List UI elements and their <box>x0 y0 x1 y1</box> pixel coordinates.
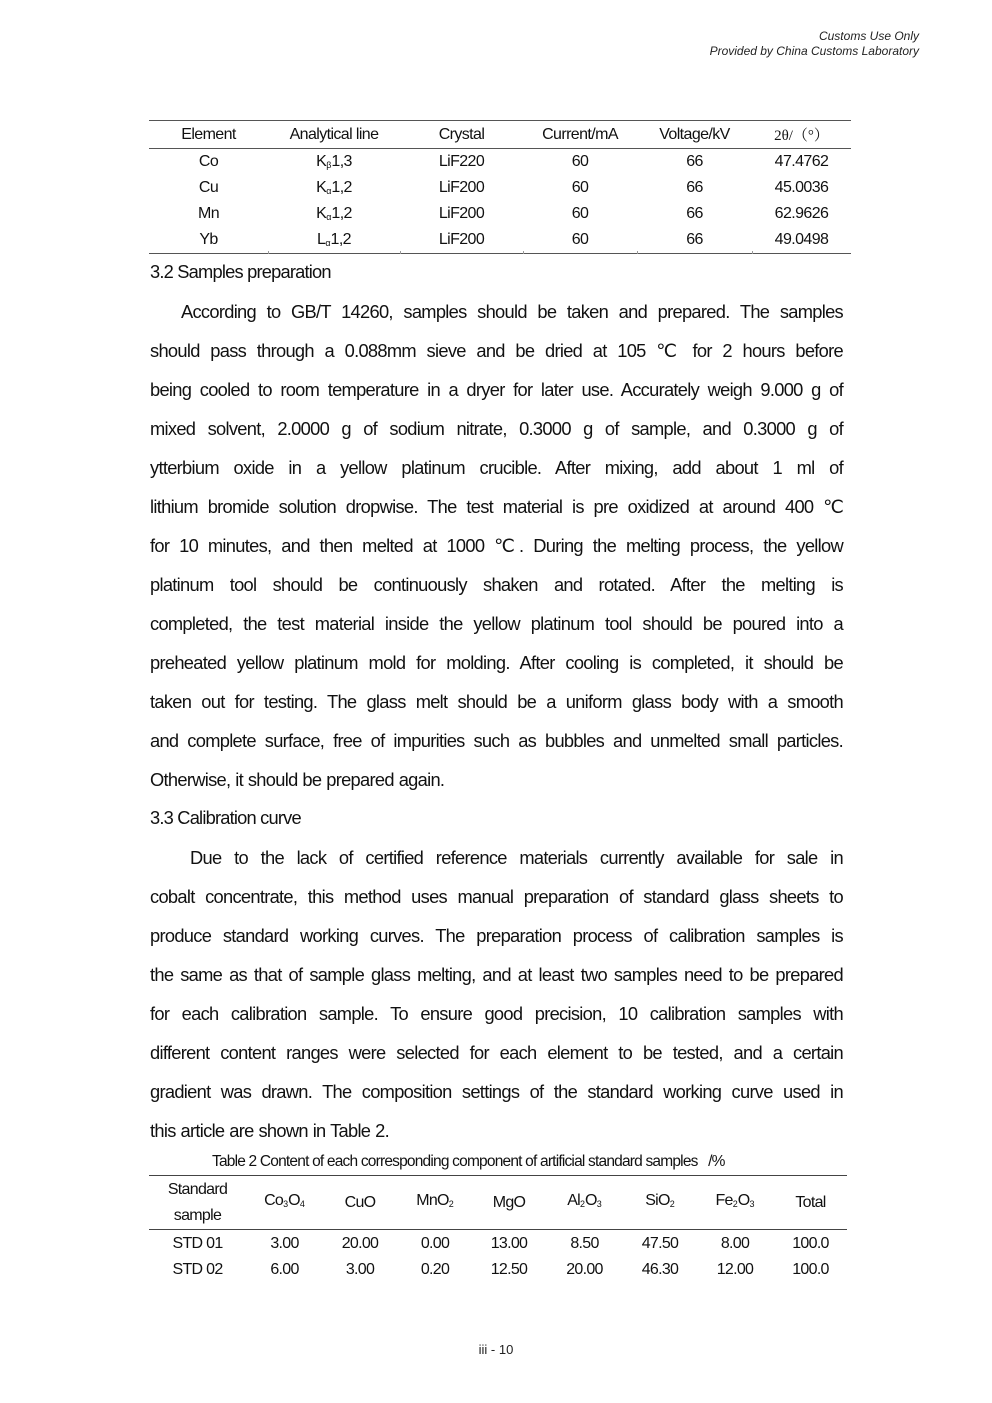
column-header-co3o4: $Co_3O_4$ <box>264 1192 305 1209</box>
column-tick <box>268 251 269 254</box>
cell-sample-id: STD 01 <box>172 1235 223 1252</box>
cell-mno2: 0.20 <box>420 1261 450 1278</box>
cell-two-theta: 47.4762 <box>774 153 829 170</box>
cell-total: 100.0 <box>792 1261 829 1278</box>
cell-element: Mn <box>197 205 220 222</box>
cell-crystal: LiF200 <box>438 179 485 196</box>
column-tick <box>400 251 401 254</box>
table-caption-text: Table 2 Content of each corresponding component of artificial standard samples <box>212 1153 698 1170</box>
cell-mno2: 0.00 <box>420 1235 450 1252</box>
cell-fe2o3: 8.00 <box>720 1235 750 1252</box>
cell-current: 60 <box>571 205 589 222</box>
cell-analytical-line: $K_\alpha 1,2$ <box>316 205 352 222</box>
cell-sio2: 46.30 <box>641 1261 679 1278</box>
text-line: for each calibration sample. To ensure good precision, 10 calibration samples with <box>150 1003 843 1024</box>
column-header-fe2o3: $Fe_2O_3$ <box>715 1192 755 1209</box>
column-header-voltage: Voltage/kV <box>659 125 730 143</box>
text-line: ytterbium oxide in a yellow platinum crucible. After mixing, add about 1 ml of <box>150 457 843 478</box>
text-line: different content ranges were selected for each element to be tested, and a certain <box>150 1042 843 1063</box>
cell-element: Yb <box>199 231 218 248</box>
cell-element: Cu <box>198 179 219 196</box>
column-tick <box>523 251 524 254</box>
column-header-sio2: SiO$_2$ <box>645 1192 675 1209</box>
header-line-customs-use: Customs Use Only <box>818 29 919 43</box>
cell-analytical-line: $L_\alpha 1,2$ <box>317 231 351 248</box>
cell-two-theta: 49.0498 <box>774 231 829 248</box>
text-line: gradient was drawn. The composition settings of the standard working curve used in <box>150 1081 843 1102</box>
column-header-al2o3: $Al_2O_3$ <box>567 1192 602 1209</box>
cell-voltage: 66 <box>686 205 703 222</box>
table-row <box>149 175 851 201</box>
text-line: being cooled to room temperature in a dryer for later use. Accurately weigh 9.000 g of <box>150 379 843 400</box>
table-row <box>149 201 851 227</box>
table-column-ticks <box>149 251 851 255</box>
cell-crystal: LiF220 <box>438 153 485 170</box>
cell-voltage: 66 <box>686 153 703 170</box>
text-line: the same as that of sample glass melting, and at least two samples need to be prepared <box>150 964 843 985</box>
standard-samples-table <box>149 1175 847 1283</box>
text-line: lithium bromide solution dropwise. The test material is pre oxidized at around 400 ℃ <box>150 496 843 517</box>
section-heading-samples-preparation: 3.2 Samples preparation <box>150 261 331 282</box>
page-number: iii - 10 <box>478 1342 514 1357</box>
cell-two-theta: 62.9626 <box>774 205 829 222</box>
cell-sio2: 47.50 <box>641 1235 679 1252</box>
page-header <box>710 29 919 59</box>
column-header-current: Current/mA <box>542 125 618 143</box>
cell-analytical-line: $K_\beta 1,3$ <box>316 153 352 170</box>
cell-sample-id: STD 02 <box>172 1261 223 1278</box>
text-line: preheated yellow platinum mold for molding. After cooling is completed, it should be <box>150 652 843 673</box>
cell-current: 60 <box>571 179 589 196</box>
table-header-row <box>149 121 851 149</box>
text-line: platinum tool should be continuously shaken and rotated. After the melting is <box>150 574 843 595</box>
column-header-analytical-line: Analytical line <box>289 125 379 143</box>
cell-voltage: 66 <box>686 179 703 196</box>
text-line: According to GB/T 14260, samples should be taken and prepared. The samples <box>181 301 843 322</box>
paragraph <box>150 292 843 799</box>
cell-crystal: LiF200 <box>438 205 485 222</box>
text-line: taken out for testing. The glass melt should be a uniform glass body with a smooth <box>150 691 843 712</box>
paragraph <box>150 838 843 1150</box>
cell-voltage: 66 <box>686 231 703 248</box>
column-header-mgo: MgO <box>492 1193 526 1211</box>
column-header-standard-sample: Standard sample <box>167 1180 228 1224</box>
cell-fe2o3: 12.00 <box>716 1261 754 1278</box>
column-header-element: Element <box>181 125 236 143</box>
text-line: cobalt concentrate, this method uses manual preparation of standard glass sheets to <box>150 886 843 907</box>
column-header-crystal: Crystal <box>438 125 485 143</box>
cell-crystal: LiF200 <box>438 231 485 248</box>
cell-two-theta: 45.0036 <box>774 179 829 196</box>
instrument-parameters-table <box>149 120 851 254</box>
cell-current: 60 <box>571 231 589 248</box>
column-tick <box>637 251 638 254</box>
table-row <box>149 1230 847 1258</box>
column-header-two-theta: 2θ/（°） <box>774 128 829 144</box>
text-line: for 10 minutes, and then melted at 1000 ℃. During the melting process, the yellow <box>150 535 843 556</box>
text-line: should pass through a 0.088mm sieve and be dried at 105 ℃ for 2 hours before <box>150 340 843 361</box>
cell-al2o3: 20.00 <box>566 1261 603 1278</box>
section-body-calibration-curve <box>150 838 843 1150</box>
column-header-mno2: MnO$_2$ <box>416 1192 454 1209</box>
column-header-total: Total <box>795 1193 826 1211</box>
cell-al2o3: 8.50 <box>570 1235 599 1252</box>
cell-total: 100.0 <box>792 1235 829 1252</box>
text-line: produce standard working curves. The preparation process of calibration samples is <box>150 925 843 946</box>
header-line-provider: Provided by China Customs Laboratory <box>709 44 919 58</box>
text-line: Otherwise, it should be prepared again. <box>150 769 445 790</box>
table-row <box>149 1257 847 1283</box>
section-body-samples-preparation <box>150 292 843 799</box>
table-header-row <box>149 1176 847 1230</box>
cell-co3o4: 6.00 <box>270 1261 299 1278</box>
table-row <box>149 227 851 254</box>
column-tick <box>752 251 753 254</box>
text-line: completed, the test material inside the yellow platinum tool should be poured into a <box>150 613 843 634</box>
text-line: and complete surface, free of impurities such as bubbles and unmelted small particles. <box>150 730 843 751</box>
cell-current: 60 <box>571 153 589 170</box>
text-line: this article are shown in Table 2. <box>150 1120 390 1141</box>
column-header-cuo: CuO <box>344 1193 376 1211</box>
cell-analytical-line: $K_\alpha 1,2$ <box>316 179 352 196</box>
section-heading-calibration-curve: 3.3 Calibration curve <box>150 807 301 828</box>
text-line: mixed solvent, 2.0000 g of sodium nitrate, 0.3000 g of sample, and 0.3000 g of <box>150 418 843 439</box>
table-row <box>149 149 851 176</box>
cell-co3o4: 3.00 <box>270 1235 299 1252</box>
table-caption-unit: /% <box>708 1153 725 1170</box>
cell-mgo: 12.50 <box>490 1261 528 1278</box>
cell-element: Co <box>198 153 219 170</box>
cell-cuo: 3.00 <box>345 1261 375 1278</box>
table-caption <box>212 1153 725 1171</box>
text-line: Due to the lack of certified reference materials currently available for sale in <box>190 847 843 868</box>
cell-cuo: 20.00 <box>341 1235 379 1252</box>
cell-mgo: 13.00 <box>490 1235 528 1252</box>
